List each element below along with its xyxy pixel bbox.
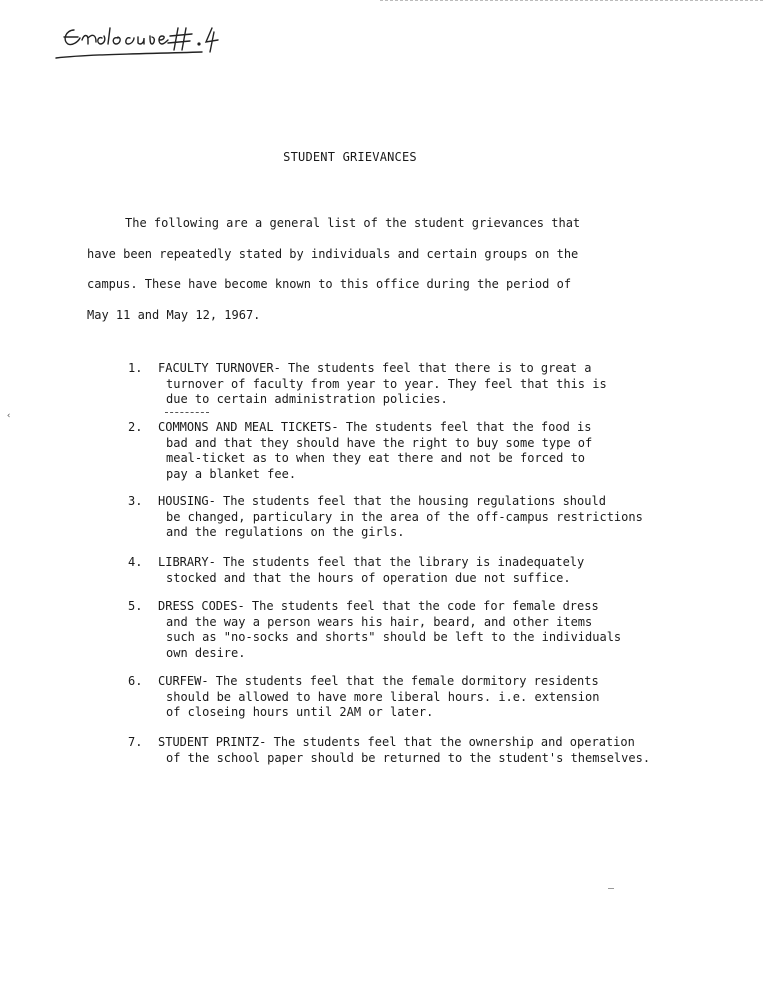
perforation-edge <box>380 0 763 1</box>
item-text <box>158 735 688 766</box>
item-number: 4. <box>128 555 143 569</box>
item-line: own desire. <box>166 645 246 660</box>
item-text <box>158 361 688 408</box>
item-line: and the way a person wears his hair, beard, and other items <box>166 614 593 629</box>
grievance-item <box>128 361 688 408</box>
handwritten-annotation <box>52 20 242 70</box>
item-number: 2. <box>128 420 143 434</box>
item-number: 6. <box>128 674 143 688</box>
item-line: of the school paper should be returned to the student's themselves. <box>166 750 651 765</box>
grievance-item <box>128 674 688 721</box>
item-line: pay a blanket fee. <box>166 466 297 481</box>
item-line: DRESS CODES- The students feel that the code for female dress <box>158 599 599 613</box>
item-line: turnover of faculty from year to year. They feel that this is <box>166 376 607 391</box>
grievance-item <box>128 555 688 586</box>
item-line: should be allowed to have more liberal hours. i.e. extension <box>166 689 600 704</box>
item-line: meal-ticket as to when they eat there and not be forced to <box>166 451 586 465</box>
item-line: stocked and that the hours of operation due not suffice. <box>166 570 571 585</box>
intro-paragraph <box>87 208 607 330</box>
intro-line: May 11 and May 12, 1967. <box>87 307 261 322</box>
item-text <box>158 420 688 482</box>
item-line: bad and that they should have the right to buy some type of <box>166 435 593 450</box>
item-line: STUDENT PRINTZ- The students feel that the ownership and operation <box>158 735 635 749</box>
item-line: be changed, particulary in the area of the off-campus restrictions <box>166 509 643 524</box>
item-line: and the regulations on the girls. <box>166 525 405 539</box>
item-number: 1. <box>128 361 143 375</box>
grievance-item <box>128 494 688 541</box>
intro-line: have been repeatedly stated by individuals and certain groups on the <box>87 246 579 261</box>
item-line: HOUSING- The students feel that the housing regulations should <box>158 494 606 508</box>
item-number: 3. <box>128 494 143 508</box>
item-line: FACULTY TURNOVER- The students feel that there is to great a <box>158 361 592 375</box>
intro-line: campus. These have become known to this office during the period of <box>87 277 572 291</box>
item-text <box>158 599 688 661</box>
handwritten-signature-graphic <box>52 20 242 70</box>
item-line: of closeing hours until 2AM or later. <box>166 705 434 719</box>
grievance-item <box>128 735 688 766</box>
item-line: due to certain administration policies. <box>166 392 448 406</box>
grievance-item <box>128 599 688 661</box>
item-text <box>158 555 688 586</box>
item-line: COMMONS AND MEAL TICKETS- The students feel that the food is <box>158 420 592 434</box>
item-text <box>158 674 688 721</box>
margin-mark: ‹ <box>6 411 12 421</box>
item-text <box>158 494 688 541</box>
item-number: 7. <box>128 735 143 749</box>
item-line: LIBRARY- The students feel that the library is inadequately <box>158 555 585 569</box>
grievance-item <box>128 420 688 482</box>
document-title: STUDENT GRIEVANCES <box>283 150 417 164</box>
item-line: CURFEW- The students feel that the female dormitory residents <box>158 674 599 688</box>
stray-mark <box>608 888 614 889</box>
item-number: 5. <box>128 599 143 613</box>
item-line: such as "no-socks and shorts" should be left to the individuals <box>166 630 622 644</box>
strike-mark <box>165 412 209 414</box>
intro-line: The following are a general list of the student grievances that <box>125 216 581 230</box>
